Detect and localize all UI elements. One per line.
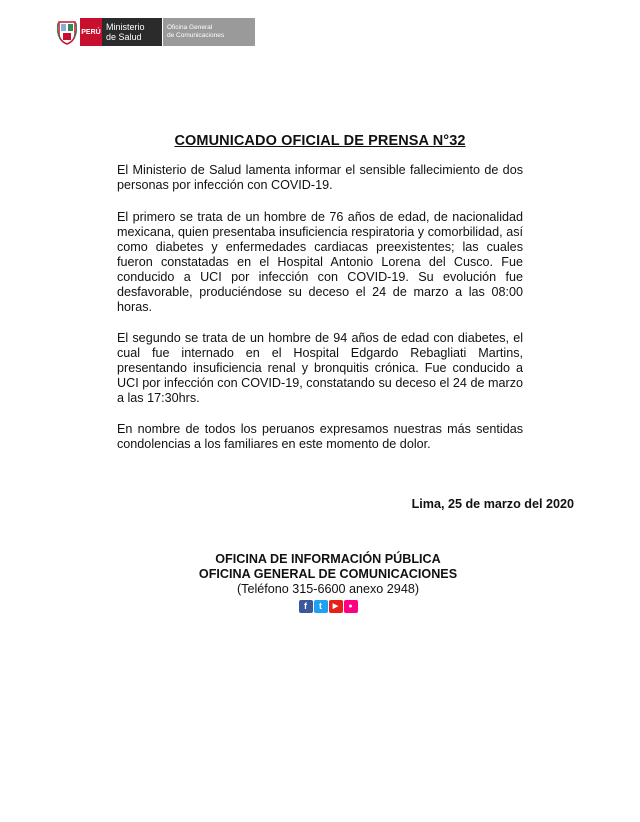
- social-icons: [0, 600, 640, 613]
- twitter-icon[interactable]: t: [314, 600, 328, 613]
- flickr-icon[interactable]: ●: [344, 600, 358, 613]
- country-label: PERÚ: [80, 18, 102, 46]
- office-line-2: de Comunicaciones: [167, 32, 225, 39]
- footer-office-communications: OFICINA GENERAL DE COMUNICACIONES: [198, 567, 458, 581]
- header-logo: [56, 18, 255, 46]
- footer-office-info: OFICINA DE INFORMACIÓN PÚBLICA: [215, 552, 441, 566]
- paragraph-condolences: En nombre de todos los peruanos expresamos nuestras más sentidas condolencias a los familiares en este momento de dolor.: [117, 422, 523, 451]
- paragraph-second-case: El segundo se trata de un hombre de 94 años de edad con diabetes, el cual fue internado en el Hospital Edgardo Rebagliati Martins, presentando insuficiencia renal y bronquitis crónica. Fue conducido a UCI por infección con COVID-19, constatando su deceso el 24 de marzo a las 17:30hrs.: [117, 331, 523, 405]
- document-title: COMUNICADO OFICIAL DE PRENSA N°32: [174, 133, 466, 149]
- youtube-icon[interactable]: ▶: [329, 600, 343, 613]
- office-label: [163, 18, 255, 46]
- ministry-line-2: de Salud: [106, 32, 142, 42]
- paragraph-first-case: El primero se trata de un hombre de 76 años de edad, de nacionalidad mexicana, quien presentaba insuficiencia respiratoria y comorbilidad, así como diabetes y enfermedades cardiacas preexistentes; las cuales fueron constatadas en el Hospital Antonio Lorena del Cusco. Fue conducido a UCI por infección con COVID-19. Su evolución fue desfavorable, produciéndose su deceso el 24 de marzo a las 08:00 horas.: [117, 210, 523, 314]
- ministry-line-1: Ministerio: [106, 22, 145, 32]
- document-date: Lima, 25 de marzo del 2020: [411, 497, 574, 511]
- footer-phone: (Teléfono 315-6600 anexo 2948): [236, 582, 420, 596]
- facebook-icon[interactable]: f: [299, 600, 313, 613]
- ministry-label: [102, 18, 162, 46]
- footer: [0, 552, 640, 613]
- coat-of-arms-icon: [56, 18, 78, 46]
- office-line-1: Oficina General: [167, 24, 213, 31]
- paragraph-intro: El Ministerio de Salud lamenta informar el sensible fallecimiento de dos personas por infección con COVID-19.: [117, 163, 523, 192]
